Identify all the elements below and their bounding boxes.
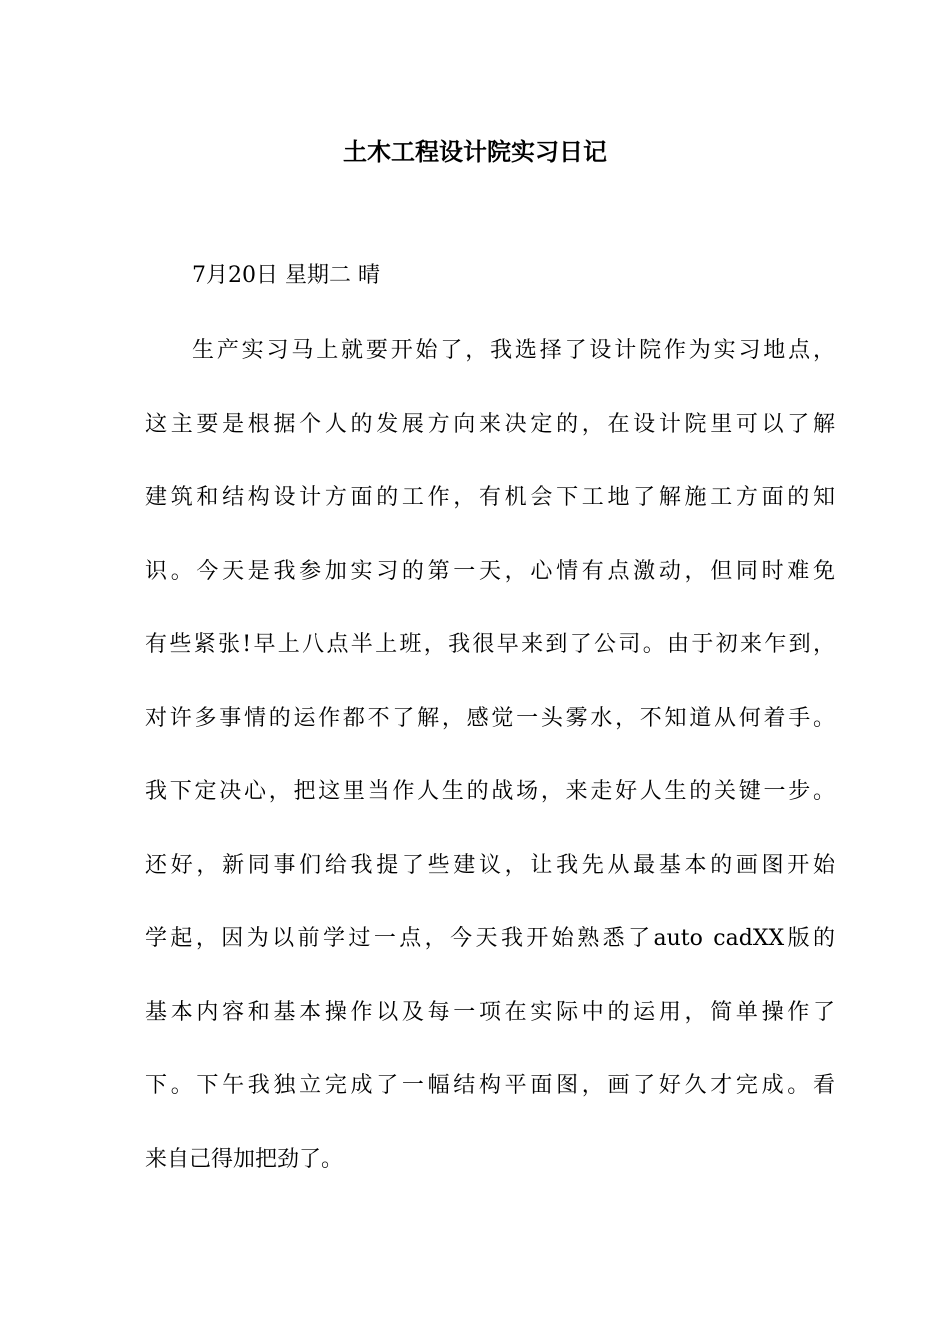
paragraph-line: 学起，因为以前学过一点，今天我开始熟悉了auto cadXX版的 [145, 926, 835, 951]
document-title: 土木工程设计院实习日记 [343, 137, 607, 166]
paragraph-line: 有些紧张!早上八点半上班，我很早来到了公司。由于初来乍到， [145, 632, 835, 657]
paragraph-line: 建筑和结构设计方面的工作，有机会下工地了解施工方面的知 [145, 485, 835, 510]
paragraph-line: 我下定决心，把这里当作人生的战场，来走好人生的关键一步。 [145, 779, 835, 804]
paragraph-line: 来自己得加把劲了。 [145, 1146, 344, 1172]
paragraph-line: 下。下午我独立完成了一幅结构平面图，画了好久才完成。看 [145, 1073, 835, 1098]
paragraph-line: 这主要是根据个人的发展方向来决定的，在设计院里可以了解 [145, 411, 835, 437]
paragraph-line: 对许多事情的运作都不了解，感觉一头雾水，不知道从何着手。 [145, 705, 835, 731]
diary-paragraph [145, 333, 835, 1215]
paragraph-line: 识。今天是我参加实习的第一天，心情有点激动，但同时难免 [145, 558, 835, 584]
paragraph-line: 生产实习马上就要开始了，我选择了设计院作为实习地点， [192, 338, 835, 363]
paragraph-line: 基本内容和基本操作以及每一项在实际中的运用，简单操作了 [145, 999, 835, 1025]
diary-date-line: 7月20日 星期二 晴 [192, 263, 380, 288]
paragraph-line: 还好，新同事们给我提了些建议，让我先从最基本的画图开始 [145, 852, 835, 878]
